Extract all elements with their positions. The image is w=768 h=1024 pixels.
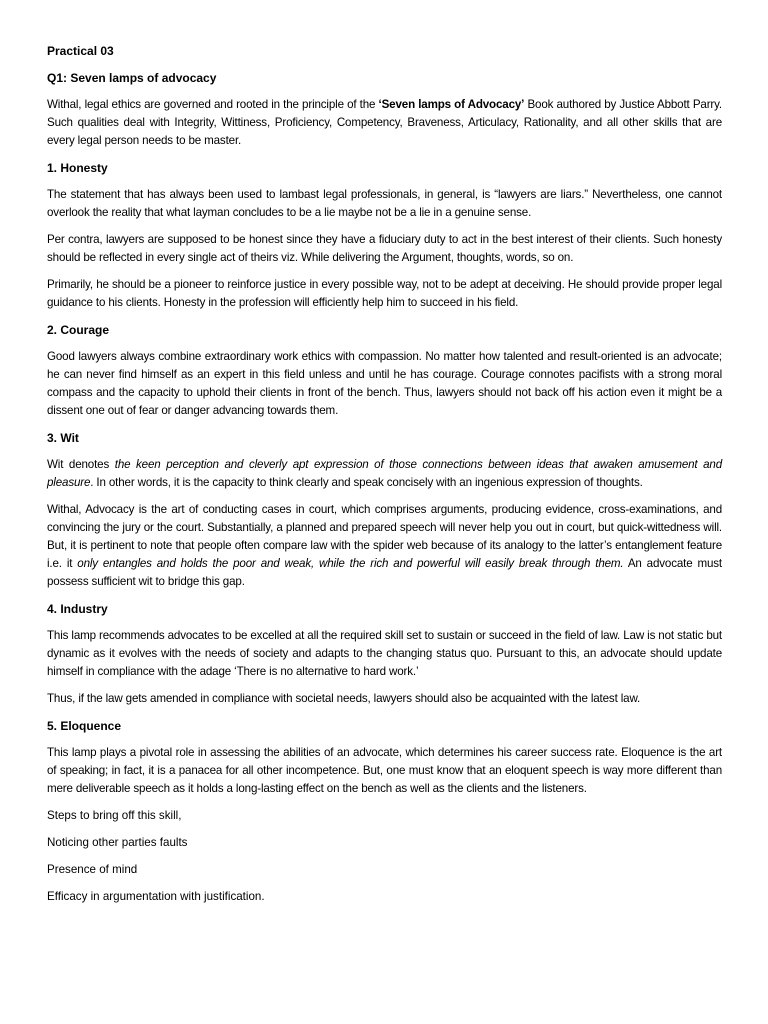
- question-heading: Q1: Seven lamps of advocacy: [47, 71, 217, 85]
- industry-paragraph-1: This lamp recommends advocates to be excelled at all the required skill set to sustain or succeed in the field of law. Law is not static but dynamic as it evolves with the needs of society and adapts to the changing status quo. Pursuant to this, an advocate should update himself in compliance with the adage ‘There is no alternative to hard work.’: [47, 629, 722, 678]
- intro-text-part2: Book authored by Justice Abbott Parry. Such qualities deal with Integrity, Wittiness, Proficiency, Competency, Braveness, Articulacy, Rationality, and all other skills that are every legal person needs to be master.: [47, 98, 722, 147]
- section-heading-wit: 3. Wit: [47, 431, 79, 445]
- industry-paragraph-2: Thus, if the law gets amended in compliance with societal needs, lawyers should also be acquainted with the latest law.: [47, 692, 641, 705]
- section-heading-honesty: 1. Honesty: [47, 161, 108, 175]
- wit-p1-text-a: Wit denotes: [47, 458, 115, 471]
- intro-text-part1: Withal, legal ethics are governed and rooted in the principle of the: [47, 98, 379, 111]
- honesty-paragraph-1: The statement that has always been used to lambast legal professionals, in general, is “lawyers are liars.” Nevertheless, one cannot overlook the reality that what layman concludes to be a lie maybe not be a lie in a genuine sense.: [47, 188, 722, 219]
- step-item: Noticing other parties faults: [47, 836, 188, 849]
- document-title: Practical 03: [47, 44, 114, 58]
- wit-p2-text-a: Withal, Advocacy is the art of conducting cases in court, which comprises arguments, producing evidence, cross-examinations, and convincing the jury or the court. Substantially, a planned and prepared speech will never help you out in court, but quick-wittedness will. But, it is pertinent to note that people often compare law with the spider web because of its analogy to the latter’s entanglement feature i.e. it: [47, 503, 722, 570]
- eloquence-paragraph-1: This lamp plays a pivotal role in assessing the abilities of an advocate, which determines his career success rate. Eloquence is the art of speaking; in fact, it is a panacea for all other incompetence. But, one must know that an eloquent speech is way more different than mere deliverable speech as it holds a long-lasting effect on the bench as well as the clients and the listeners.: [47, 746, 722, 795]
- intro-paragraph: [47, 96, 722, 150]
- honesty-paragraph-2: Per contra, lawyers are supposed to be honest since they have a fiduciary duty to act in the best interest of their clients. Such honesty should be reflected in every single act of theirs viz. While delivering the Argument, thoughts, words, so on.: [47, 233, 722, 264]
- section-heading-industry: 4. Industry: [47, 602, 108, 616]
- step-item: Presence of mind: [47, 863, 138, 876]
- honesty-paragraph-3: Primarily, he should be a pioneer to reinforce justice in every possible way, not to be adept at deceiving. He should provide proper legal guidance to his clients. Honesty in the profession will efficiently help him to succeed in his field.: [47, 278, 722, 309]
- wit-p2-text-b: An advocate must possess sufficient wit to bridge this gap.: [47, 557, 722, 588]
- book-title: ‘Seven lamps of Advocacy’: [378, 98, 525, 111]
- section-heading-eloquence: 5. Eloquence: [47, 719, 122, 733]
- wit-p1-text-b: . In other words, it is the capacity to think clearly and speak concisely with an ingenious expression of thoughts.: [90, 476, 643, 489]
- steps-intro: Steps to bring off this skill,: [47, 809, 182, 822]
- wit-paragraph-1: [47, 456, 722, 492]
- wit-paragraph-2: [47, 501, 722, 591]
- spider-web-quote: only entangles and holds the poor and weak, while the rich and powerful will easily break through them.: [77, 557, 624, 570]
- document-page: [47, 42, 722, 915]
- section-heading-courage: 2. Courage: [47, 323, 110, 337]
- step-item: Efficacy in argumentation with justification.: [47, 890, 265, 903]
- wit-definition-quote: the keen perception and cleverly apt expression of those connections between ideas that awaken amusement and pleasure: [47, 458, 723, 489]
- courage-paragraph-1: Good lawyers always combine extraordinary work ethics with compassion. No matter how talented and result-oriented is an advocate; he can never find himself as an expert in this field unless and until he has courage. Courage connotes pacifists with a strong moral compass and the capacity to uphold their clients in front of the bench. Thus, lawyers should not back off his action even it might be a dissent one out of fear or danger advancing towards them.: [47, 350, 722, 417]
